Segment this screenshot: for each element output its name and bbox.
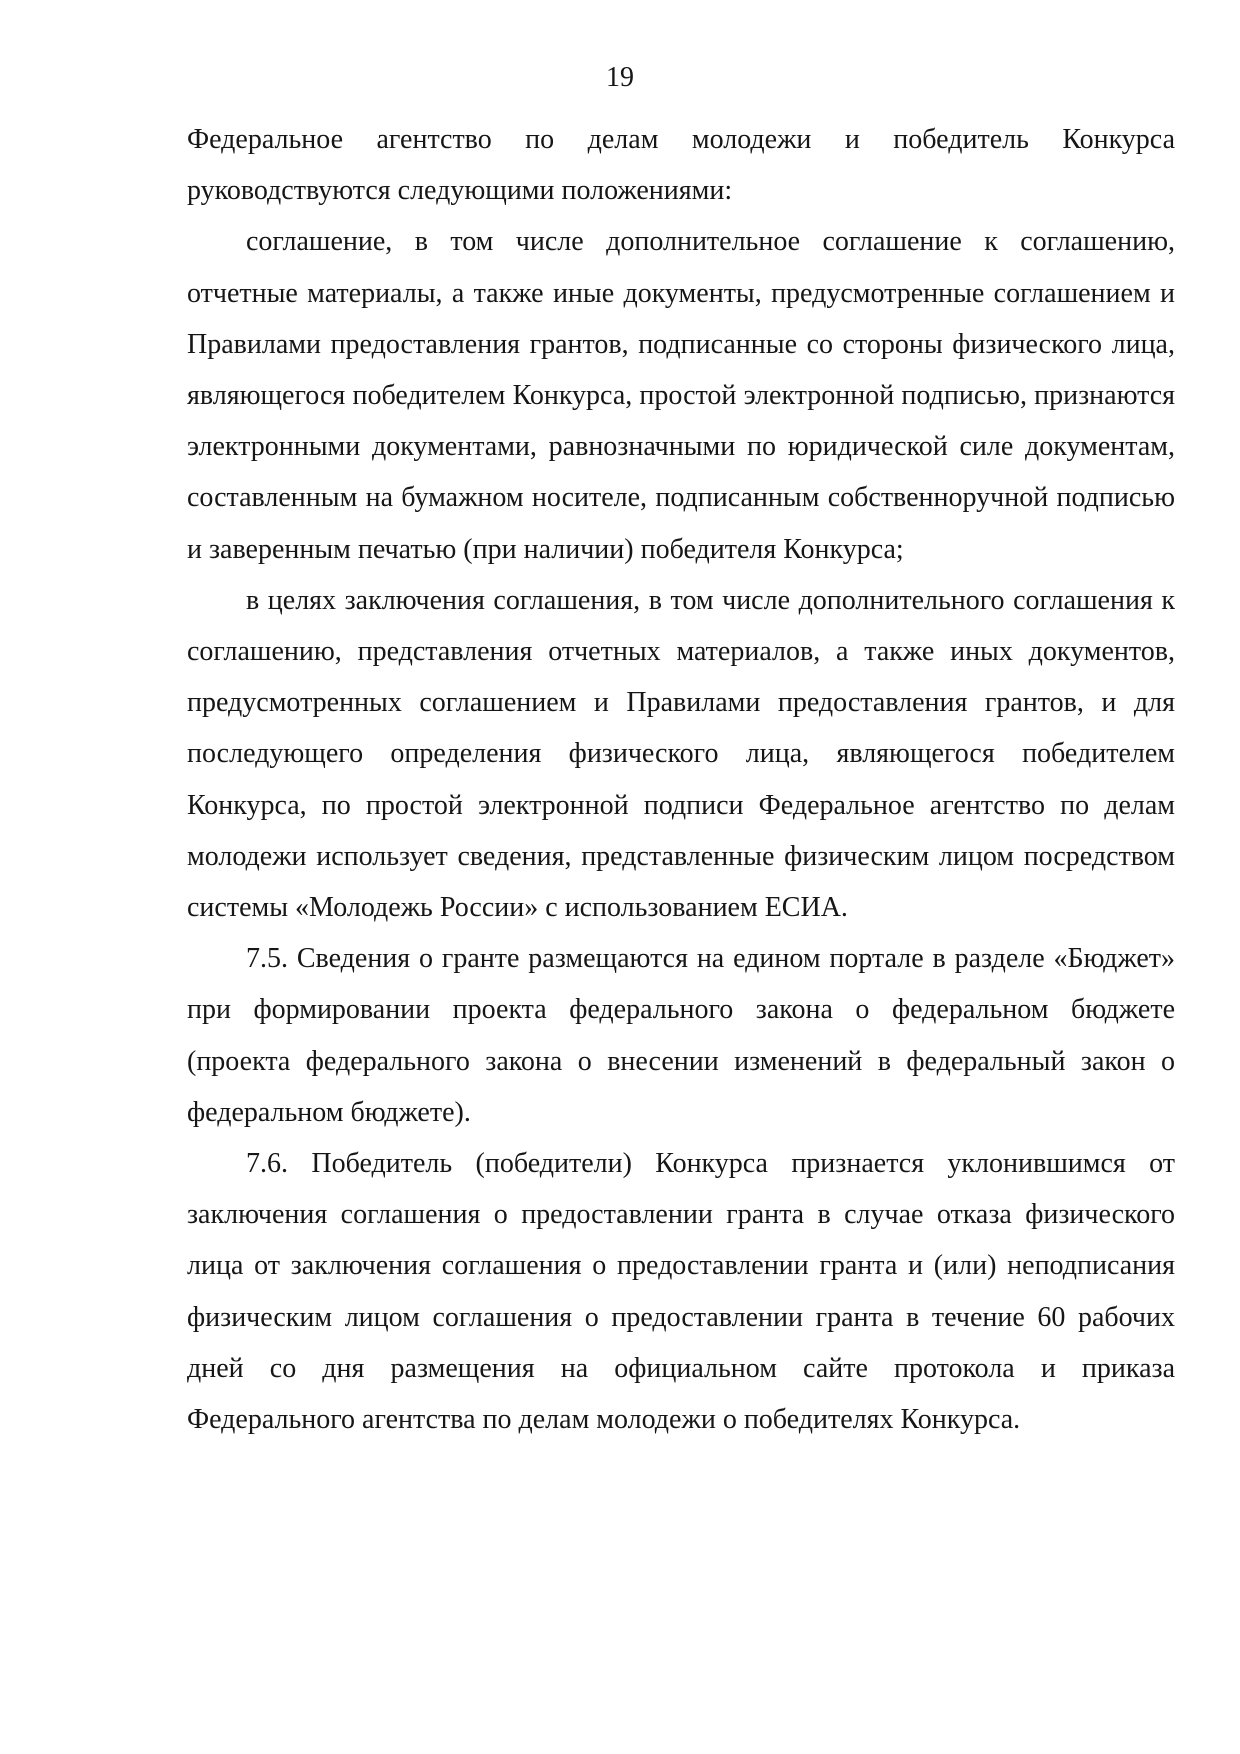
paragraph-intro: Федеральное агентство по делам молодежи и победитель Конкурса руководствуются следующими положениями: <box>187 124 1175 207</box>
paragraph-agreement-documents: соглашение, в том числе дополнительное соглашение к соглашению, отчетные материалы, а также иные документы, предусмотренные соглашением и Правилами предоставления грантов, подписанные со стороны физического лица, являющегося победителем Конкурса, простой электронной подписью, признаются электронными документами, равнозначными по юридической силе документам, составленным на бумажном носителе, подписанным собственноручной подписью и заверенным печатью (при наличии) победителя Конкурса; <box>187 226 1175 565</box>
document-body <box>187 114 1175 1445</box>
paragraph-7-6: 7.6. Победитель (победители) Конкурса признается уклонившимся от заключения соглашения о предоставлении гранта в случае отказа физического лица от заключения соглашения о предоставлении гранта и (или) неподписания физическим лицом соглашения о предоставлении гранта в течение 60 рабочих дней со дня размещения на официальном сайте протокола и приказа Федерального агентства по делам молодежи о победителях Конкурса. <box>187 1148 1175 1436</box>
page-number: 19 <box>606 62 634 93</box>
paragraph-7-5: 7.5. Сведения о гранте размещаются на едином портале в разделе «Бюджет» при формировании проекта федерального закона о федеральном бюджете (проекта федерального закона о внесении изменений в федеральный закон о федеральном бюджете). <box>187 943 1175 1128</box>
paragraph-esia-identification: в целях заключения соглашения, в том числе дополнительного соглашения к соглашению, представления отчетных материалов, а также иных документов, предусмотренных соглашением и Правилами предоставления грантов, и для последующего определения физического лица, являющегося победителем Конкурса, по простой электронной подписи Федеральное агентство по делам молодежи использует сведения, представленные физическим лицом посредством системы «Молодежь России» с использованием ЕСИА. <box>187 584 1175 924</box>
